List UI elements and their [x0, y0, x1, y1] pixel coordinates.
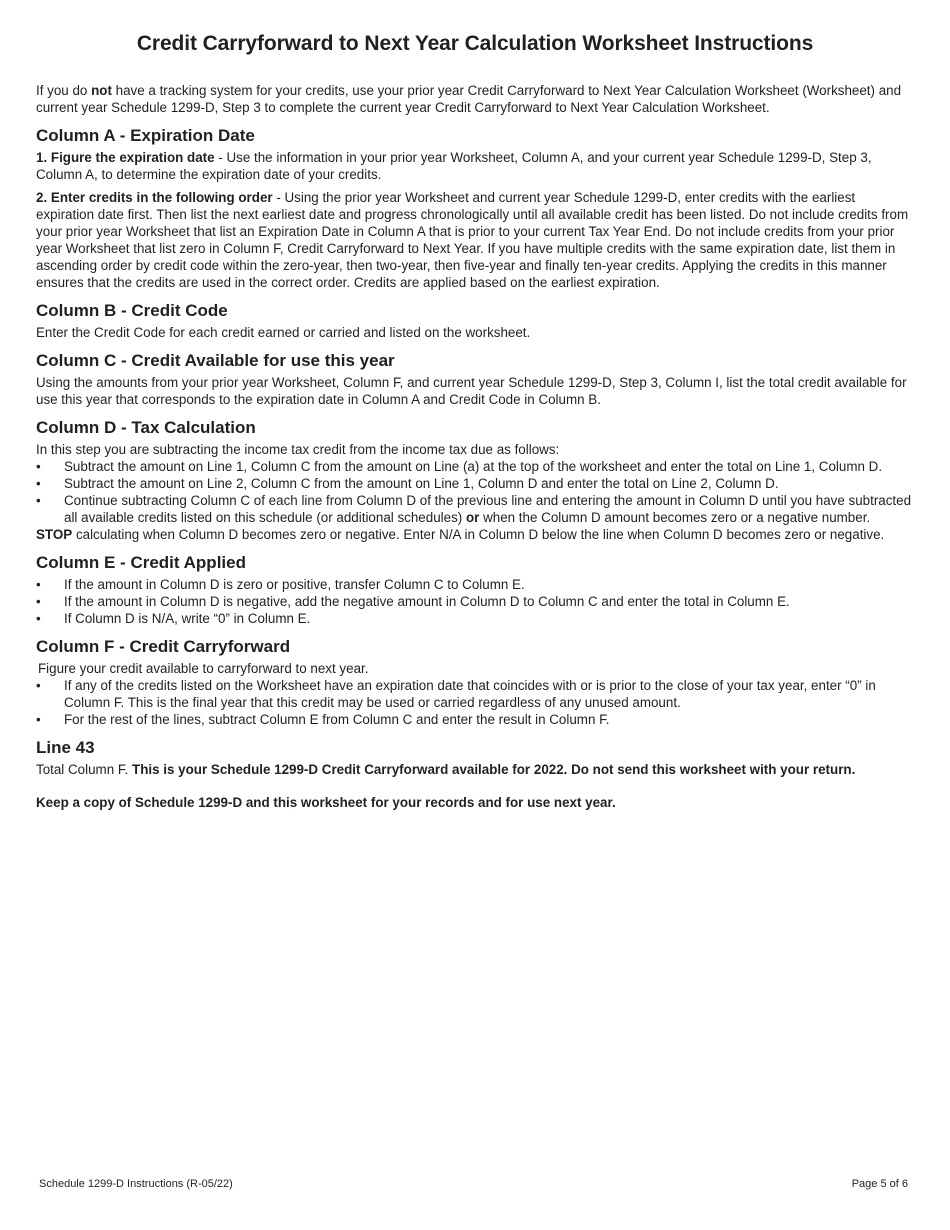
column-e-list — [36, 576, 914, 627]
section-heading: Column A - Expiration Date — [36, 126, 255, 145]
list-item: • Continue subtracting Column C of each line from Column D of the previous line and entering the amount in Column D until you have subtracted all available credits listed on this schedule (or additional schedules) or when the Column D amount becomes zero or a negative number. — [36, 493, 912, 525]
section-column-b — [36, 300, 914, 341]
section-heading: Column B - Credit Code — [36, 301, 228, 320]
section-heading: Column F - Credit Carryforward — [36, 637, 291, 656]
column-a-step-2: 2. Enter credits in the following order - Using the prior year Worksheet and current year Schedule 1299-D, enter credits with the earliest expiration date first. Then list the next earliest date and progress chronologically until all available credit has been listed. Do not include credits from your prior year Worksheet that list an Expiration Date in Column A that is prior to your current Tax Year End. Do not include credits from your prior year Worksheet that list zero in Column F, Credit Carryforward to Next Year. If you have multiple credits with the same expiration date, list them in ascending order by credit code within the zero-year, then two-year, then five-year and finally ten-year credits. Applying the credits in this manner ensures that the credits are used in the correct order. Credits are applied based on the earliest expiration. — [36, 190, 909, 290]
column-c-text: Using the amounts from your prior year Worksheet, Column F, and current year Schedule 1299-D, Step 3, Column I, list the total credit available for use this year that corresponds to the expiration date in Column A and Credit Code in Column B. — [36, 375, 907, 407]
section-column-e — [36, 552, 914, 627]
footer-form-id: Schedule 1299-D Instructions (R-05/22) — [39, 1178, 233, 1190]
line-43-text: Total Column F. This is your Schedule 1299-D Credit Carryforward available for 2022. Do not send this worksheet with your return. — [36, 762, 856, 777]
section-column-d — [36, 417, 914, 543]
column-d-intro: In this step you are subtracting the income tax credit from the income tax due as follows: — [36, 442, 560, 457]
list-item: • If any of the credits listed on the Worksheet have an expiration date that coincides with or is prior to the close of your tax year, enter “0” in Column F. This is the final year that this credit may be used or carried regardless of any unused amount. — [36, 678, 876, 710]
section-column-f — [36, 636, 914, 728]
column-a-step-1: 1. Figure the expiration date - Use the information in your prior year Worksheet, Column A, and your current year Schedule 1299-D, Step 3, Column A, to determine the expiration date of your credits. — [36, 150, 872, 182]
section-column-a — [36, 125, 914, 291]
list-item: • Subtract the amount on Line 1, Column C from the amount on Line (a) at the top of the worksheet and enter the total on Line 1, Column D. — [36, 459, 883, 474]
footer-page-number: Page 5 of 6 — [851, 1178, 908, 1190]
column-d-list — [36, 458, 914, 526]
column-d-stop-note: STOP calculating when Column D becomes zero or negative. Enter N/A in Column D below the line when Column D becomes zero or negative. — [36, 527, 885, 542]
document-page — [36, 32, 914, 811]
section-column-c — [36, 350, 914, 408]
section-heading: Line 43 — [36, 738, 95, 757]
section-heading: Column E - Credit Applied — [36, 553, 246, 572]
list-item: • If the amount in Column D is zero or positive, transfer Column C to Column E. — [36, 577, 525, 592]
column-b-text: Enter the Credit Code for each credit earned or carried and listed on the worksheet. — [36, 325, 531, 340]
list-item: • Subtract the amount on Line 2, Column C from the amount on Line 1, Column D and enter the total on Line 2, Column D. — [36, 476, 779, 491]
list-item: • If Column D is N/A, write “0” in Column E. — [36, 611, 311, 626]
list-item: • If the amount in Column D is negative, add the negative amount in Column D to Column C and enter the total in Column E. — [36, 594, 790, 609]
column-f-list — [36, 677, 914, 728]
keep-copy-note: Keep a copy of Schedule 1299-D and this worksheet for your records and for use next year. — [36, 795, 616, 810]
section-line-43 — [36, 737, 914, 778]
list-item: • For the rest of the lines, subtract Column E from Column C and enter the result in Column F. — [36, 712, 610, 727]
section-heading: Column D - Tax Calculation — [36, 418, 256, 437]
page-title: Credit Carryforward to Next Year Calculation Worksheet Instructions — [136, 32, 814, 55]
section-heading: Column C - Credit Available for use this year — [36, 351, 395, 370]
intro-paragraph: If you do not have a tracking system for your credits, use your prior year Credit Carryforward to Next Year Calculation Worksheet (Worksheet) and current year Schedule 1299-D, Step 3 to complete the current year Credit Carryforward to Next Year Calculation Worksheet. — [36, 83, 902, 115]
column-f-intro: Figure your credit available to carryforward to next year. — [38, 661, 369, 676]
